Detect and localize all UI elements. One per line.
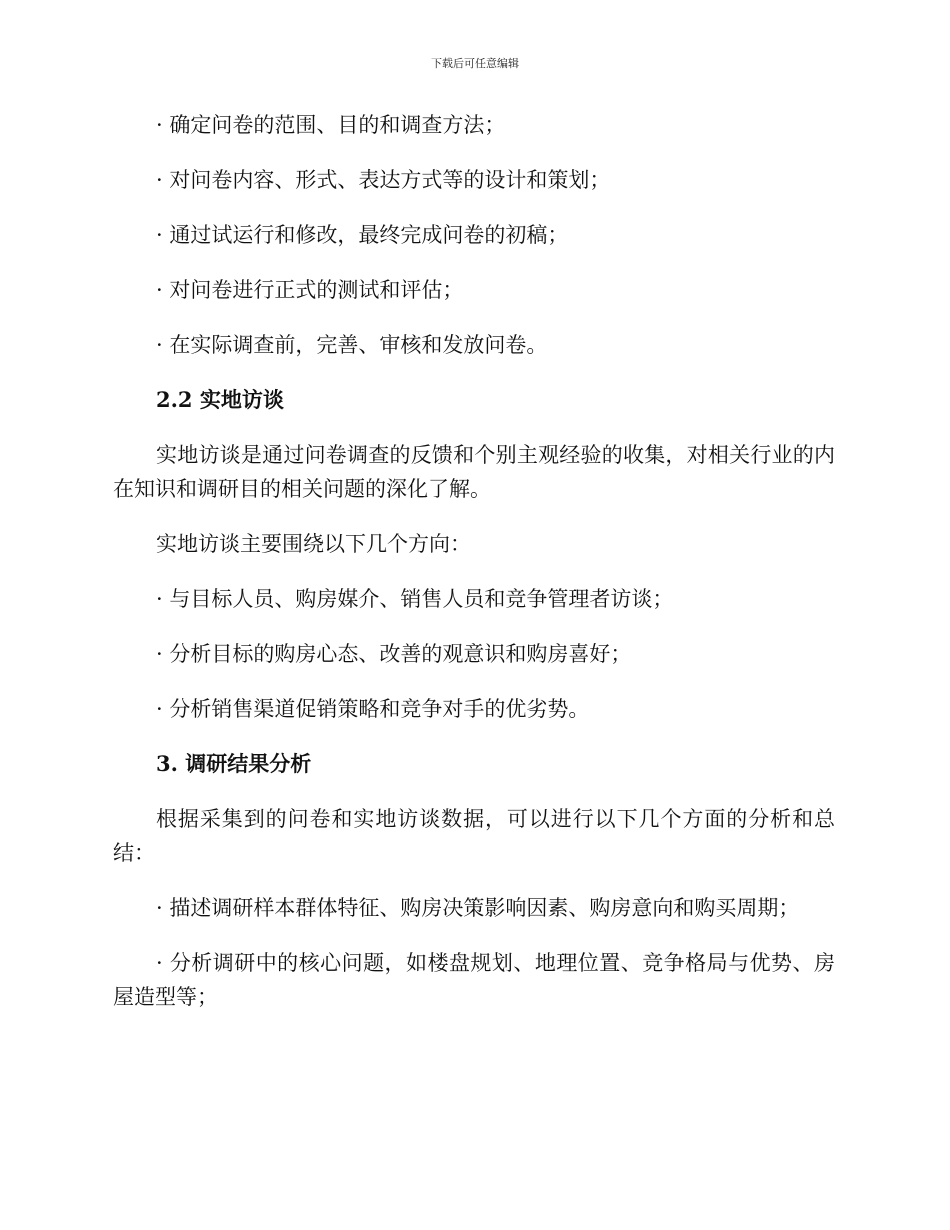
bullet-item-wrapped: · 分析调研中的核心问题，如楼盘规划、地理位置、竞争格局与优势、房屋造型等； [113, 951, 835, 1009]
section-heading-analysis: 3. 调研结果分析 [156, 751, 312, 776]
bullet-item: · 分析目标的购房心态、改善的观意识和购房喜好； [156, 642, 632, 666]
bullet-item: · 在实际调查前，完善、审核和发放问卷。 [156, 333, 548, 357]
paragraph-interview-lead: 实地访谈主要围绕以下几个方向： [156, 532, 471, 556]
header-note: 下载后可任意编辑 [431, 57, 519, 70]
bullet-item: · 对问卷进行正式的测试和评估； [156, 278, 464, 302]
paragraph-analysis-intro: 根据采集到的问卷和实地访谈数据，可以进行以下几个方面的分析和总结： [113, 807, 835, 865]
bullet-item: · 对问卷内容、形式、表达方式等的设计和策划； [156, 168, 611, 192]
section-heading-interview: 2.2 实地访谈 [156, 387, 284, 412]
bullet-item: · 确定问卷的范围、目的和调查方法； [156, 113, 506, 137]
bullet-item: · 通过试运行和修改，最终完成问卷的初稿； [156, 223, 569, 247]
bullet-item: · 与目标人员、购房媒介、销售人员和竞争管理者访谈； [156, 587, 674, 611]
bullet-item: · 分析销售渠道促销策略和竞争对手的优劣势。 [156, 697, 590, 721]
paragraph-interview-intro: 实地访谈是通过问卷调查的反馈和个别主观经验的收集，对相关行业的内在知识和调研目的相关问题的深化了解。 [113, 443, 835, 501]
document-body [113, 108, 835, 1014]
bullet-item: · 描述调研样本群体特征、购房决策影响因素、购房意向和购买周期； [156, 896, 800, 920]
